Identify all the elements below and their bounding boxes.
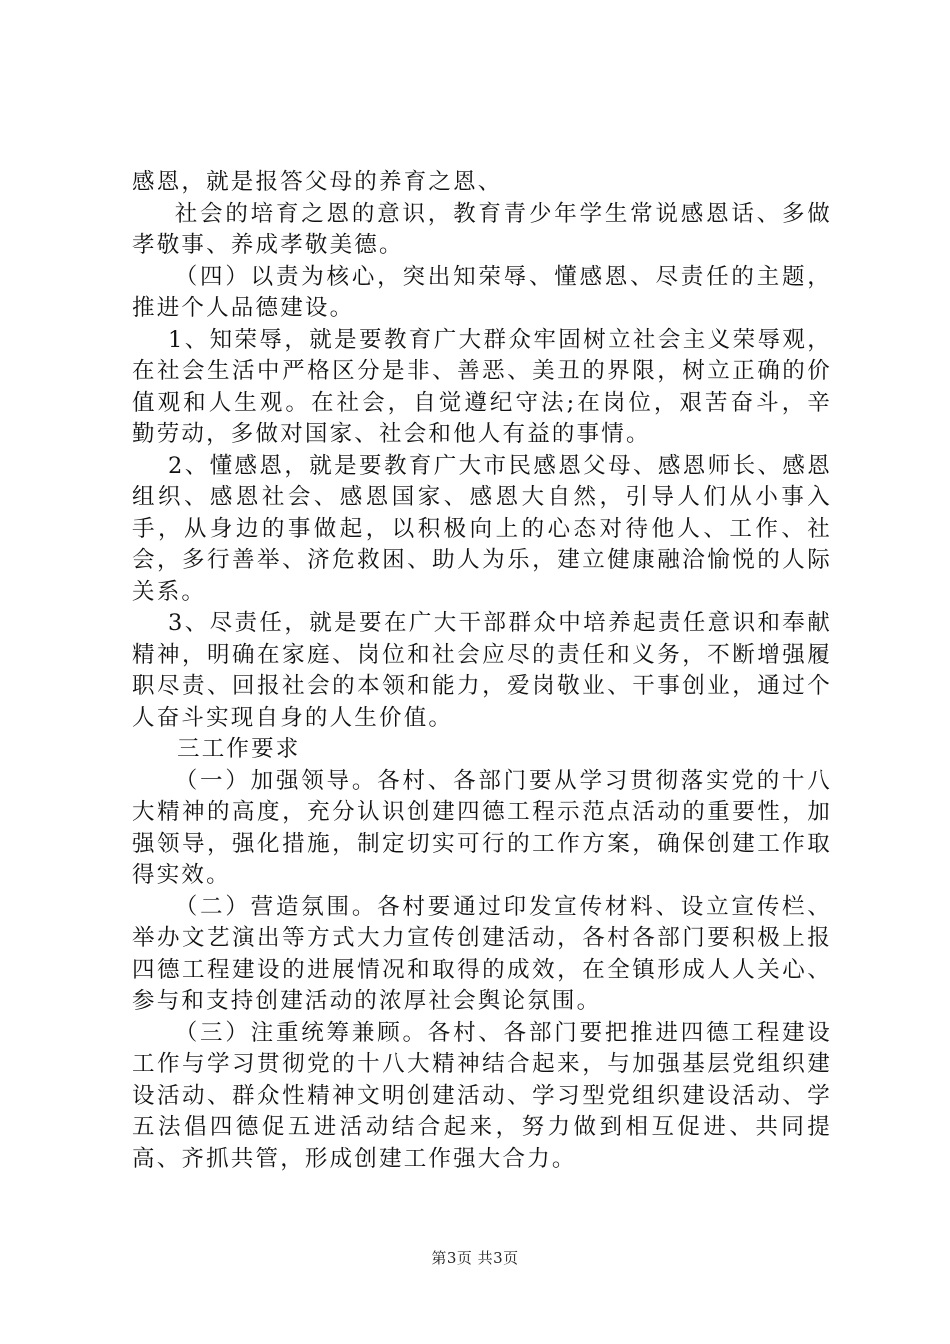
document-body	[132, 167, 832, 1175]
paragraph-item-responsibility: 3、尽责任，就是要在广大干部群众中培养起责任意识和奉献精神，明确在家庭、岗位和社会应尽的责任和义务，不断增强履职尽责、回报社会的本领和能力，爱岗敬业、干事创业，通过个人奋斗实现自身的人生价值。	[132, 610, 832, 731]
section-heading-work-requirements: 三工作要求	[177, 736, 301, 762]
paragraph-item-honor: 1、知荣辱，就是要教育广大群众牢固树立社会主义荣辱观，在社会生活中严格区分是非、善恶、美丑的界限，树立正确的价值观和人生观。在社会，自觉遵纪守法;在岗位，艰苦奋斗，辛勤劳动，多做对国家、社会和他人有益的事情。	[132, 326, 832, 447]
paragraph-gratitude-intro: 感恩，就是报答父母的养育之恩、	[132, 169, 503, 195]
paragraph-requirement-atmosphere: （二）营造氛围。各村要通过印发宣传材料、设立宣传栏、举办文艺演出等方式大力宣传创建活动，各村各部门要积极上报四德工程建设的进展情况和取得的成效，在全镇形成人人关心、参与和支持创建活动的浓厚社会舆论氛围。	[132, 893, 832, 1014]
paragraph-requirement-coordination: （三）注重统筹兼顾。各村、各部门要把推进四德工程建设工作与学习贯彻党的十八大精神结合起来，与加强基层党组织建设活动、群众性精神文明创建活动、学习型党组织建设活动、学五法倡四德促五进活动结合起来，努力做到相互促进、共同提高、齐抓共管，形成创建工作强大合力。	[132, 1019, 832, 1172]
paragraph-requirement-leadership: （一）加强领导。各村、各部门要从学习贯彻落实党的十八大精神的高度，充分认识创建四德工程示范点活动的重要性，加强领导，强化措施，制定切实可行的工作方案，确保创建工作取得实效。	[132, 767, 832, 888]
page-number-footer: 第3页 共3页	[431, 1249, 519, 1267]
paragraph-item-gratitude: 2、懂感恩，就是要教育广大市民感恩父母、感恩师长、感恩组织、感恩社会、感恩国家、感恩大自然，引导人们从小事入手，从身边的事做起，以积极向上的心态对待他人、工作、社会，多行善举、济危救困、助人为乐，建立健康融洽愉悦的人际关系。	[132, 452, 832, 605]
paragraph-section-four: （四）以责为核心，突出知荣辱、懂感恩、尽责任的主题，推进个人品德建设。	[132, 263, 832, 321]
paragraph-society-nurture: 社会的培育之恩的意识，教育青少年学生常说感恩话、多做孝敬事、养成孝敬美德。	[132, 200, 832, 258]
